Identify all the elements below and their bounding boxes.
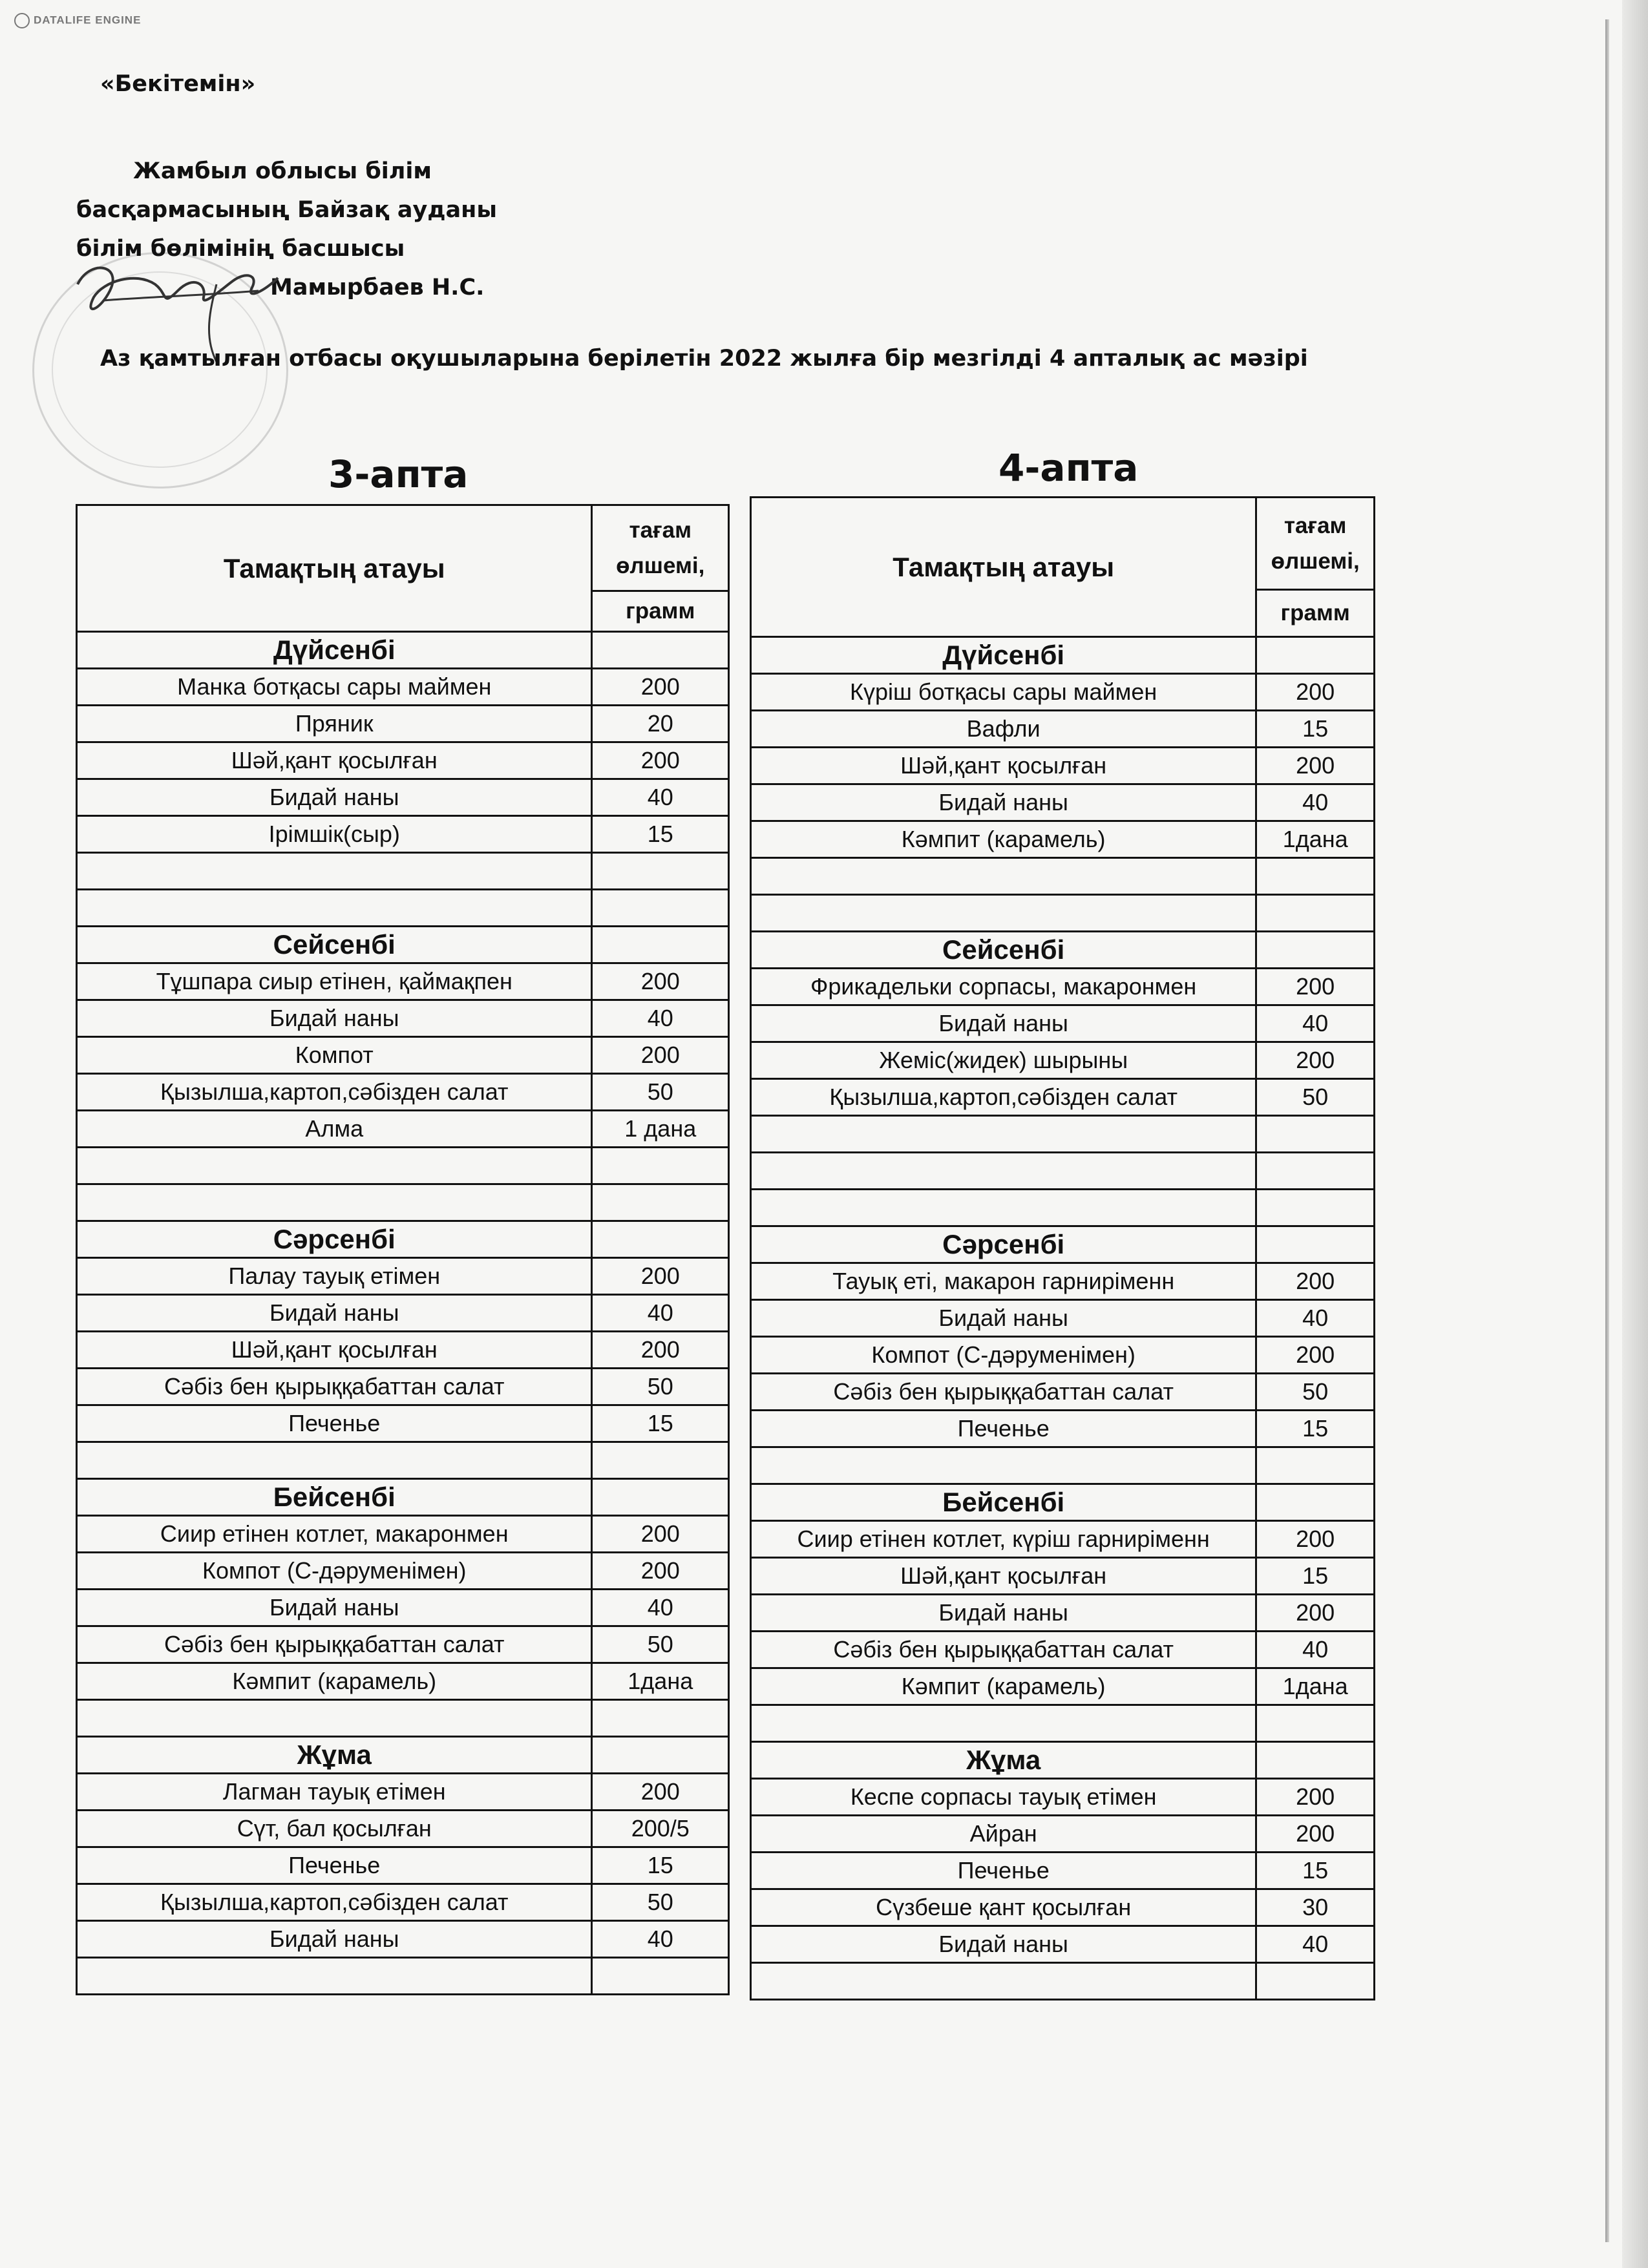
dish-name: Бидай наны [77, 1590, 592, 1626]
table-row [751, 748, 1375, 784]
portion-grams [1256, 637, 1375, 674]
portion-grams [1256, 932, 1375, 969]
dish-name [751, 1447, 1256, 1484]
dish-name: Тауық еті, макарон гарниріменн [751, 1263, 1256, 1300]
portion-grams: 40 [1256, 784, 1375, 821]
header-unit: грамм [1256, 590, 1375, 637]
table-row [77, 1332, 729, 1369]
dish-name: Тұшпара сиыр етінен, қаймақпен [77, 963, 592, 1000]
portion-grams [592, 853, 729, 890]
table-row [77, 1369, 729, 1405]
empty-row [77, 853, 729, 890]
dish-name: Бидай наны [751, 1005, 1256, 1042]
portion-grams [1256, 1963, 1375, 2000]
dish-name [77, 1700, 592, 1737]
dish-name: Вафли [751, 711, 1256, 748]
dish-name: Компот (С-дәруменімен) [751, 1337, 1256, 1374]
portion-grams [592, 1221, 729, 1258]
dish-name: Шәй,қант қосылған [751, 748, 1256, 784]
watermark-text: DATALIFE ENGINE [34, 14, 142, 26]
portion-grams: 50 [592, 1626, 729, 1663]
day-name: Сейсенбі [751, 932, 1256, 969]
table-row [751, 1926, 1375, 1963]
portion-grams: 200 [592, 1553, 729, 1590]
table-row [77, 706, 729, 742]
dish-name: Печенье [751, 1411, 1256, 1447]
portion-grams: 1дана [1256, 821, 1375, 858]
empty-row [751, 895, 1375, 932]
dish-name [77, 1442, 592, 1479]
table-row [77, 1553, 729, 1590]
portion-grams [592, 1700, 729, 1737]
empty-row [751, 1705, 1375, 1742]
portion-grams [1256, 1116, 1375, 1153]
dish-name: Сәбіз бен қырыққабаттан салат [751, 1374, 1256, 1411]
portion-grams: 40 [1256, 1300, 1375, 1337]
dish-name: Печенье [77, 1847, 592, 1884]
empty-row [77, 890, 729, 927]
portion-grams: 1дана [592, 1663, 729, 1700]
portion-grams: 200 [592, 669, 729, 706]
dish-name: Сиир етінен котлет, күріш гарниріменн [751, 1521, 1256, 1558]
portion-grams: 50 [1256, 1079, 1375, 1116]
table-row [751, 1263, 1375, 1300]
portion-grams [592, 1958, 729, 1995]
dish-name: Шәй,қант қосылған [751, 1558, 1256, 1595]
portion-grams [1256, 1190, 1375, 1226]
table-row [77, 1405, 729, 1442]
empty-row [751, 1963, 1375, 2000]
dish-name: Бидай наны [77, 1295, 592, 1332]
portion-grams: 200 [1256, 1521, 1375, 1558]
portion-grams [1256, 1484, 1375, 1521]
table-row [751, 1337, 1375, 1374]
table-row [751, 1558, 1375, 1595]
portion-grams: 1 дана [592, 1111, 729, 1148]
table-row [751, 711, 1375, 748]
page-edge-shadow [1605, 19, 1609, 2242]
portion-grams: 200 [592, 1037, 729, 1074]
portion-grams: 50 [592, 1369, 729, 1405]
portion-grams: 15 [1256, 1853, 1375, 1889]
table-row [751, 1595, 1375, 1632]
header-line-4: Мамырбаев Н.С. [270, 275, 485, 300]
week-4-menu-table [750, 496, 1375, 2000]
dish-name: Шәй,қант қосылған [77, 742, 592, 779]
portion-grams [592, 1479, 729, 1516]
portion-grams: 40 [1256, 1005, 1375, 1042]
day-header-row [751, 932, 1375, 969]
dish-name [77, 890, 592, 927]
dish-name: Лагман тауық етімен [77, 1774, 592, 1811]
table-row [77, 742, 729, 779]
dish-name [751, 1116, 1256, 1153]
dish-name: Пряник [77, 706, 592, 742]
dish-name [751, 1705, 1256, 1742]
portion-grams: 20 [592, 706, 729, 742]
table-row [751, 1853, 1375, 1889]
portion-grams: 40 [592, 1295, 729, 1332]
portion-grams: 40 [592, 1921, 729, 1958]
empty-row [77, 1148, 729, 1184]
header-dish-name: Тамақтың атауы [751, 498, 1256, 637]
dish-name: Сиир етінен котлет, макаронмен [77, 1516, 592, 1553]
dish-name [751, 1963, 1256, 2000]
dish-name: Печенье [77, 1405, 592, 1442]
table-row [751, 1632, 1375, 1668]
dish-name: Кәмпит (карамель) [77, 1663, 592, 1700]
dish-name [77, 1958, 592, 1995]
day-header-row [751, 1742, 1375, 1779]
table-row [751, 1411, 1375, 1447]
dish-name [77, 1148, 592, 1184]
portion-grams [1256, 1153, 1375, 1190]
portion-grams: 30 [1256, 1889, 1375, 1926]
portion-grams [1256, 858, 1375, 895]
portion-grams [592, 927, 729, 963]
table-row [77, 1590, 729, 1626]
portion-grams: 200 [592, 742, 729, 779]
portion-grams: 200 [1256, 674, 1375, 711]
dish-name: Палау тауық етімен [77, 1258, 592, 1295]
dish-name: Сәбіз бен қырыққабаттан салат [77, 1626, 592, 1663]
table-row [77, 669, 729, 706]
table-row [751, 1300, 1375, 1337]
day-name: Сейсенбі [77, 927, 592, 963]
empty-row [77, 1184, 729, 1221]
header-portion: тағам өлшемі, [592, 505, 729, 591]
dish-name: Компот [77, 1037, 592, 1074]
day-header-row [77, 1479, 729, 1516]
table-row [77, 1626, 729, 1663]
header-unit: грамм [592, 591, 729, 632]
portion-grams: 200 [1256, 1042, 1375, 1079]
portion-grams: 15 [1256, 1558, 1375, 1595]
table-row [77, 1516, 729, 1553]
table-row [751, 969, 1375, 1005]
approval-label: «Бекітемін» [100, 71, 256, 97]
dish-name: Печенье [751, 1853, 1256, 1889]
dish-name: Сүзбеше қант қосылған [751, 1889, 1256, 1926]
day-header-row [77, 1737, 729, 1774]
dish-name: Сүт, бал қосылған [77, 1811, 592, 1847]
portion-grams: 200 [1256, 969, 1375, 1005]
portion-grams: 15 [592, 1847, 729, 1884]
dish-name: Сәбіз бен қырыққабаттан салат [77, 1369, 592, 1405]
portion-grams [592, 1442, 729, 1479]
dish-name [751, 1190, 1256, 1226]
dish-name: Кәмпит (карамель) [751, 1668, 1256, 1705]
table-header-row [77, 505, 729, 591]
watermark [14, 13, 141, 28]
table-row [77, 779, 729, 816]
document-title: Аз қамтылған отбасы оқушыларына берілетін 2022 жылға бір мезгілді 4 апталық ас мәзірі [100, 346, 1308, 372]
portion-grams: 15 [1256, 711, 1375, 748]
watermark-logo-icon [14, 13, 30, 28]
day-name: Бейсенбі [751, 1484, 1256, 1521]
day-header-row [751, 637, 1375, 674]
dish-name: Компот (С-дәруменімен) [77, 1553, 592, 1590]
portion-grams [592, 632, 729, 669]
portion-grams [592, 1737, 729, 1774]
table-header-row [751, 498, 1375, 590]
dish-name: Фрикадельки сорпасы, макаронмен [751, 969, 1256, 1005]
day-name: Дүйсенбі [751, 637, 1256, 674]
portion-grams: 200 [592, 1774, 729, 1811]
table-row [77, 1111, 729, 1148]
portion-grams: 40 [592, 1000, 729, 1037]
portion-grams [592, 890, 729, 927]
empty-row [751, 1116, 1375, 1153]
day-name: Жұма [751, 1742, 1256, 1779]
portion-grams: 40 [1256, 1926, 1375, 1963]
day-name: Дүйсенбі [77, 632, 592, 669]
portion-grams: 15 [1256, 1411, 1375, 1447]
dish-name: Бидай наны [751, 1595, 1256, 1632]
portion-grams [1256, 1226, 1375, 1263]
empty-row [77, 1700, 729, 1737]
table-row [751, 784, 1375, 821]
header-line-1: Жамбыл облысы білім [133, 158, 432, 184]
header-line-2: басқармасының Байзақ ауданы [76, 197, 498, 223]
table-row [751, 1889, 1375, 1926]
empty-row [751, 1447, 1375, 1484]
table-row [751, 1816, 1375, 1853]
dish-name [751, 1153, 1256, 1190]
portion-grams: 15 [592, 1405, 729, 1442]
dish-name: Ірімшік(сыр) [77, 816, 592, 853]
week-3-menu-table [76, 504, 730, 1995]
dish-name: Бидай наны [77, 779, 592, 816]
week-3-title: 3-апта [328, 452, 469, 496]
empty-row [77, 1958, 729, 1995]
table-row [77, 1921, 729, 1958]
table-row [77, 1884, 729, 1921]
table-row [751, 1374, 1375, 1411]
day-header-row [77, 927, 729, 963]
page-edge [1622, 0, 1648, 2268]
dish-name [751, 858, 1256, 895]
dish-name: Сәбіз бен қырыққабаттан салат [751, 1632, 1256, 1668]
day-name: Сәрсенбі [751, 1226, 1256, 1263]
table-row [77, 1774, 729, 1811]
table-row [751, 674, 1375, 711]
dish-name: Қызылша,картоп,сәбізден салат [77, 1884, 592, 1921]
table-row [751, 1042, 1375, 1079]
dish-name [77, 853, 592, 890]
day-name: Жұма [77, 1737, 592, 1774]
table-row [77, 1074, 729, 1111]
dish-name: Бидай наны [751, 1926, 1256, 1963]
portion-grams: 15 [592, 816, 729, 853]
empty-row [751, 1153, 1375, 1190]
portion-grams: 200 [1256, 1816, 1375, 1853]
dish-name: Алма [77, 1111, 592, 1148]
portion-grams: 40 [592, 1590, 729, 1626]
table-row [77, 1258, 729, 1295]
portion-grams: 200/5 [592, 1811, 729, 1847]
portion-grams: 200 [1256, 1779, 1375, 1816]
empty-row [751, 1190, 1375, 1226]
table-row [77, 1037, 729, 1074]
header-portion: тағам өлшемі, [1256, 498, 1375, 590]
day-header-row [751, 1484, 1375, 1521]
table-row [77, 1663, 729, 1700]
header-line-3: білім бөлімінің басшысы [76, 236, 405, 262]
table-row [751, 821, 1375, 858]
dish-name: Кәмпит (карамель) [751, 821, 1256, 858]
portion-grams: 1дана [1256, 1668, 1375, 1705]
table-row [77, 816, 729, 853]
dish-name: Қызылша,картоп,сәбізден салат [751, 1079, 1256, 1116]
portion-grams: 200 [592, 1516, 729, 1553]
table-row [77, 1295, 729, 1332]
portion-grams [1256, 1447, 1375, 1484]
portion-grams: 200 [1256, 1263, 1375, 1300]
empty-row [77, 1442, 729, 1479]
dish-name: Шәй,қант қосылған [77, 1332, 592, 1369]
table-row [77, 1000, 729, 1037]
week-4-title: 4-апта [998, 446, 1139, 490]
portion-grams: 200 [592, 963, 729, 1000]
portion-grams: 200 [1256, 1337, 1375, 1374]
dish-name: Бидай наны [77, 1000, 592, 1037]
portion-grams: 200 [1256, 748, 1375, 784]
portion-grams: 50 [592, 1074, 729, 1111]
portion-grams: 50 [592, 1884, 729, 1921]
portion-grams [1256, 895, 1375, 932]
dish-name: Бидай наны [751, 784, 1256, 821]
dish-name [751, 895, 1256, 932]
header-dish-name: Тамақтың атауы [77, 505, 592, 632]
portion-grams: 200 [592, 1332, 729, 1369]
dish-name: Бидай наны [77, 1921, 592, 1958]
day-name: Бейсенбі [77, 1479, 592, 1516]
table-row [751, 1005, 1375, 1042]
dish-name: Қызылша,картоп,сәбізден салат [77, 1074, 592, 1111]
table-row [77, 1811, 729, 1847]
table-row [751, 1779, 1375, 1816]
portion-grams [592, 1148, 729, 1184]
portion-grams: 200 [592, 1258, 729, 1295]
portion-grams: 200 [1256, 1595, 1375, 1632]
dish-name [77, 1184, 592, 1221]
portion-grams [592, 1184, 729, 1221]
day-name: Сәрсенбі [77, 1221, 592, 1258]
dish-name: Жеміс(жидек) шырыны [751, 1042, 1256, 1079]
portion-grams: 40 [1256, 1632, 1375, 1668]
portion-grams [1256, 1742, 1375, 1779]
portion-grams: 40 [592, 779, 729, 816]
table-row [751, 1521, 1375, 1558]
portion-grams: 50 [1256, 1374, 1375, 1411]
table-row [751, 1668, 1375, 1705]
dish-name: Күріш ботқасы сары маймен [751, 674, 1256, 711]
table-row [77, 963, 729, 1000]
portion-grams [1256, 1705, 1375, 1742]
day-header-row [77, 1221, 729, 1258]
day-header-row [751, 1226, 1375, 1263]
empty-row [751, 858, 1375, 895]
dish-name: Айран [751, 1816, 1256, 1853]
day-header-row [77, 632, 729, 669]
dish-name: Бидай наны [751, 1300, 1256, 1337]
table-row [751, 1079, 1375, 1116]
dish-name: Манка ботқасы сары маймен [77, 669, 592, 706]
table-row [77, 1847, 729, 1884]
dish-name: Кеспе сорпасы тауық етімен [751, 1779, 1256, 1816]
